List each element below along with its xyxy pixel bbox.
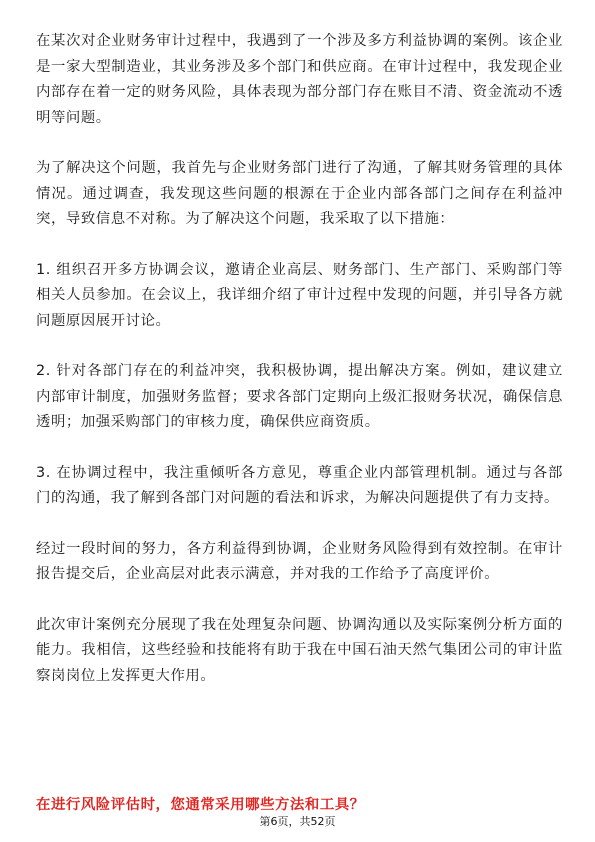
- paragraph: 经过一段时间的努力，各方利益得到协调，企业财务风险得到有效控制。在审计报告提交后，企业高层对此表示满意，并对我的工作给予了高度评价。: [36, 540, 563, 582]
- answer-body: [36, 29, 563, 714]
- page-number-footer: 第6页，共52页: [259, 815, 336, 828]
- paragraph-list-item: 3. 在协调过程中，我注重倾听各方意见，尊重企业内部管理机制。通过与各部门的沟通，我了解到各部门对问题的看法和诉求，为解决问题提供了有力支持。: [36, 464, 563, 506]
- paragraph-list-item: 2. 针对各部门存在的利益冲突，我积极协调，提出解决方案。例如，建议建立内部审计制度，加强财务监督；要求各部门定期向上级汇报财务状况，确保信息透明；加强采购部门的审核力度，确保供应商资质。: [36, 363, 563, 430]
- paragraph: 在某次对企业财务审计过程中，我遇到了一个涉及多方利益协调的案例。该企业是一家大型制造业，其业务涉及多个部门和供应商。在审计过程中，我发现企业内部存在着一定的财务风险，具体表现为部分部门存在账目不清、资金流动不透明等问题。: [36, 33, 563, 126]
- paragraph: 为了解决这个问题，我首先与企业财务部门进行了沟通，了解其财务管理的具体情况。通过调查，我发现这些问题的根源在于企业内部各部门之间存在利益冲突，导致信息不对称。为了解决这个问题，我采取了以下措施：: [36, 160, 563, 227]
- paragraph-list-item: 1. 组织召开多方协调会议，邀请企业高层、财务部门、生产部门、采购部门等相关人员参加。在会议上，我详细介绍了审计过程中发现的问题，并引导各方就问题原因展开讨论。: [36, 261, 563, 329]
- next-question-heading: 在进行风险评估时，您通常采用哪些方法和工具？: [36, 797, 365, 813]
- paragraph: 此次审计案例充分展现了我在处理复杂问题、协调沟通以及实际案例分析方面的能力。我相信，这些经验和技能将有助于我在中国石油天然气集团公司的审计监察岗岗位上发挥更大作用。: [36, 616, 563, 684]
